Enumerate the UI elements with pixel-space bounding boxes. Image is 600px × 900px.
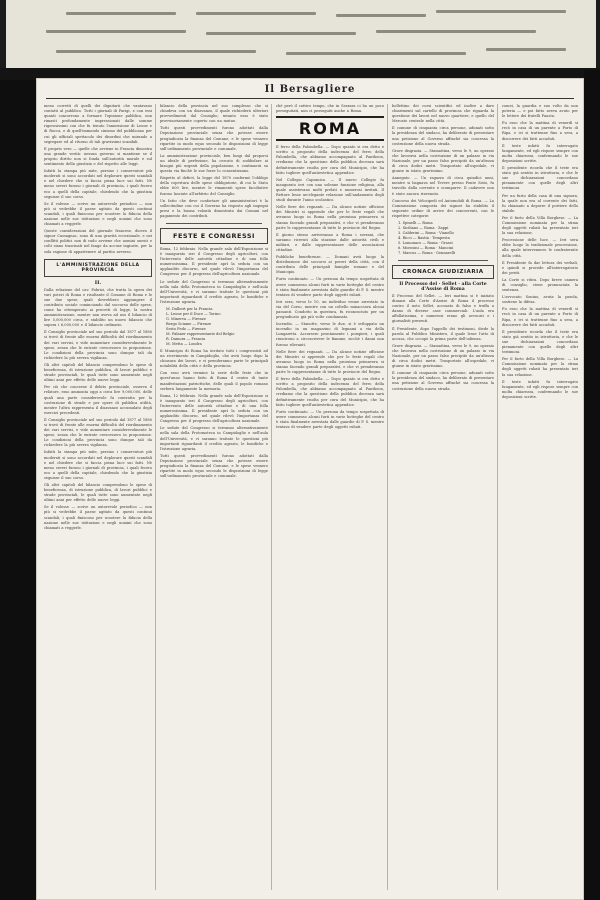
article-paragraph: Il Presidente fa dar lettura dei verbali, e quindi si procede all'interrogatorio dei periti. <box>502 260 578 275</box>
masthead: Il Bersagliere <box>264 84 356 95</box>
article-paragraph: Con esso avrà termine la serie delle feste che in quest'anno hanno fatto di Roma il centro di tante manifestazioni patriottiche, delle quali il popolo romano serberà lungamente la memoria. <box>160 371 268 391</box>
article-paragraph: Annegato. — Un ragazzo di circa quindici anni, mentre si bagnava nel Tevere presso Ponte Sisto, fu travolto dalla corrente e scomparve. Il cadavere non è stato ancora rinvenuto. <box>392 176 494 196</box>
list-item: 6. Morosini — Roma · Mancini <box>398 245 454 250</box>
article-paragraph: Un fatto che deve confortare gli amministratori è la sollecitudine con cui il Governo ha risposto agli impegni presi e la buona volontà dimostrata dai Comuni nel pagamento dei contributi. <box>160 198 268 218</box>
article-paragraph: comei, la guardia e suo volto da non poteria — e poi fatto aveva avuto per le lettere dei fratelli Fausta. <box>502 104 578 119</box>
list-item: Bergo Sciame — Firenze <box>166 322 212 326</box>
article-paragraph: Il teste infatti fu interrogato lungamente, ed egli rispose sempre con molta chiarezza, confermando le sue deposizioni scritte. <box>502 143 578 163</box>
column-separator <box>387 104 388 890</box>
list-item: 1. Spinelli — Roma <box>398 220 433 225</box>
article-paragraph: E proprio vero — quelle che avviene in Francia dimostra una grande verità: nessun governo si mantiene se il proprio diritto non si fonda sull'autorità morale e sul sentimento della giustizia e del rispetto alle leggi. <box>44 146 152 167</box>
article-paragraph: Per il furto della Villa Borghese. — La Commissione nominata per la stima degli oggetti rubati ha presentato ieri la sua relazione. <box>502 357 578 377</box>
article-paragraph: Furto continuato. — Un persona da tempo sospettata di avere commesso alcuni furti in varie botteghe del centro è stata finalmente arrestata dalle guardie di P. S. mentre tentava di vendere parte degli oggetti rubati. <box>276 409 384 429</box>
article-paragraph: Per ciò che concerne il debito provinciale, osserva il relatore, esso ammonta oggi a circa lire 9,000,000, delle quali una parte considerevole fu contratta per la costruzione di strade e per opere di pubblica utilità, mentre l'altra rappresenta il disavanzo accumulato degli esercizi precedenti. <box>44 385 152 415</box>
article-paragraph: Il ferro della Palombella. — Dopo quanto si era detto e scritto a proposito della indecenza del ferro della Palombella, che abbiamo accompagnato al Pantheon, crediamo che la questione della pubblica decenza sarà definitivamente risolta per cura del Municipio, che ha fatto togliere quell'antiestetica appendice. <box>276 377 384 407</box>
article-paragraph: Il comune di cinquanta circa persone, adunati sotto la presidenza del sindaco, ha deliberato di presentare una petizione al Governo affinchè sia concessa la costruzione della nuova strada. <box>392 371 494 391</box>
article-paragraph: Se il volesse — scrive un autorevole periodico — non più si vedrebbe il paese agitato da questi continui scandali, i quali finiscono per scuotere la fiducia della nazione nelle sue istituzioni e negli uomini che sono chiamati a reggerle. <box>44 201 152 227</box>
article-paragraph: Roma, 12 febbraio. Nella grande sala dell'Esposizione si è inaugurato ieri il Congresso degli agricoltori, con l'intervento delle autorità cittadine e di una folla numerosissima. Il presidente aprì la seduta con un applaudito discorso, nel quale rilevò l'importanza del Congresso per il progresso dell'agricoltura nazionale. <box>160 246 268 277</box>
article-paragraph: Infatti la stampa più mite, persino i conservatori più moderati si sono accordati nel deplorare questi scandali e nel chiedere che si faccia piena luce sui fatti. Nè meno severi furono i giornali di provincia, i quali fecero eco a quelli della capitale, chiedendo che la giustizia seguisse il suo corso. <box>44 450 152 480</box>
article-paragraph: Queste considerazioni del giornale francese, diceva il signor Cassagnac, sono di una gravità eccezionale, e nei conflitti politici non di rado avviene che uomini onesti e colti siano trascinati nel fango da accuse ingiuste, per la sola ragione di appartenere al partito avverso. <box>44 229 152 254</box>
article-paragraph: Nelle fiere dei regnanti. — Da alcune notizie officiose dei Ministri si apprende che per le feste regali che avranno luogo in Roma nella prossima primavera si stanno facendo grandi preparativi, e che vi prenderanno parte le rappresentanze di tutte le provincie del Regno. <box>276 205 384 230</box>
article-paragraph: Il giorno stesso arriveranno a Roma i sovrani, che saranno ricevuti alla stazione dalle autorità civili e militari, e dalle rappresentanze delle associazioni cittadine. <box>276 232 384 252</box>
article-paragraph: Grave disgrazia. — Stamattina, verso le 9, un operaio che lavorava nella costruzione di un palazzo in via Nazionale, per un passo falso precipitò da un'altezza di circa dodici metri. Trasportato all'ospedale, vi giunse in istato gravissimo. <box>392 148 494 174</box>
section-heading-feste: FESTE E CONGRESSI <box>160 228 268 244</box>
list-item: L. Leone per il Duce — Torino <box>166 312 221 316</box>
concorso-list <box>398 221 494 256</box>
article-paragraph: Infatti la stampa più mite, persino i conservatori più moderati si sono accordati nel deplorare questi scandali e nel chiedere che si faccia piena luce sui fatti. Nè meno severi furono i giornali di provincia, i quali fecero eco a quelli della capitale, chiedendo che la giustizia seguisse il suo corso. <box>44 169 152 199</box>
section-number: II. <box>94 279 102 286</box>
article-paragraph: meno corretti di quelli dei dignitarii che vantavano contatti al pubblico. Tutti i giornali di Parigi, e con essi quanti concorrono a formare l'opinione pubblica, non rimasti profondamente impressionati dalle somme rigorosissimi con che fu tenuto l'annessione di Leone e di Rocca, e di quell'immondo cinismo del pubblicano per cui gli ufficiali spettacolo dei disordini che mirando a segregare ed al ritorno di tali gravissimi scandali. <box>44 104 152 144</box>
newspaper-page <box>36 78 584 900</box>
list-item: 7. Marcus — Roma · Gennarelli <box>398 250 456 255</box>
article-paragraph: Il Consiglio provinciale nel suo periodo dal 1877 al 1880 si trovò di fronte alle enormi difficoltà del riordinamento dei vari servizi, e vide aumentare considerevolmente le spese, senza che le entrate crescessero in proporzione. Le condizioni della provincia sono dunque tali da richiedere la più severa vigilanza. <box>44 417 152 448</box>
article-paragraph: Le sedute del Congresso si terranno alternativamente nella sala della Protomoteca in Campidoglio e nell'aula dell'Università, e vi saranno trattate le questioni più importanti riguardanti il credito agrario, le bonifiche e l'istruzione agraria. <box>160 279 268 304</box>
article-paragraph: Furto continuato. — Un persona da tempo sospettata di avere commesso alcuni furti in varie botteghe del centro è stata finalmente arrestata dalle guardie di P. S. mentre tentava di vendere parte degli oggetti rubati. <box>276 277 384 297</box>
column-2 <box>160 104 268 890</box>
article-paragraph: Ieri sera, verso le 10, un individuo venne arrestato in via del Corso, mentre con un coltello minacciava alcuni passanti. Condotto in questura, fu riconosciuto per un pregiudicato già più volte condannato. <box>276 299 384 320</box>
column-1 <box>44 104 152 890</box>
list-item: 4. Ricci — Bastia · Tempesta <box>398 235 450 240</box>
list-item: M. Metta — Londra <box>166 342 202 346</box>
divider <box>166 223 262 224</box>
article-paragraph: Le sedute del Congresso si terranno alternativamente nella sala della Protomoteca in Campidoglio e nell'aula dell'Università, e vi saranno trattate le questioni più importanti riguardanti il credito agrario, le bonifiche e l'istruzione agraria. <box>160 426 268 451</box>
list-item: G. Minerva — Firenze <box>166 317 206 321</box>
divider <box>398 260 488 261</box>
article-paragraph: Grave disgrazia. — Stamattina, verso le 9, un operaio che lavorava nella costruzione di un palazzo in via Nazionale, per un passo falso precipitò da un'altezza di circa dodici metri. Trasportato all'ospedale, vi giunse in istato gravissimo. <box>392 343 494 369</box>
section-heading-cronaca: CRONACA GIUDIZIARIA <box>392 265 494 279</box>
article-paragraph: Dalla relazione del cav. Fabrizi, che tratta la opera dei vari poteri di Roma e risultante il Comune di Roma e le sue due spese, quali dovrebbero aggiungere il contributo sociale cominciando dal soccorso delle spese, come ha ottemperato ai precetti di legge, la nostra amministrazione, mentre non aveva ad uso il bilancio di lire 5,000,000 circa, e stabilito un nuovo bilancio che supera i 6,000,000 e il bilancio ordinario. <box>44 287 152 328</box>
article-paragraph: Il teste infatti fu interrogato lungamente, ed egli rispose sempre con molta chiarezza, confermando le sue deposizioni scritte. <box>502 379 578 399</box>
section-heading-amministrazione: L'AMMINISTRAZIONE DELLA PROVINCIA <box>44 259 152 277</box>
list-item: 2. Siciliano — Roma · Zappi <box>398 225 449 230</box>
article-paragraph: La Corte si ritira. Dopo breve camera di consiglio, viene pronunciata la sentenza. <box>502 277 578 293</box>
article-paragraph: Il ferro della Palombella. — Dopo quanto si era detto e scritto a proposito della indecenza del ferro della Palombella, che abbiamo accompagnato al Pantheon, crediamo che la questione della pubblica decenza sarà definitivamente risolta per cura del Municipio, che ha fatto togliere quell'antiestetica appendice. <box>276 145 384 175</box>
column-4 <box>392 104 494 890</box>
article-paragraph: bollettino dei corsi scientifici ed inoltre a dare chiarimenti sul cartello di provincia che riguarda la questione dei lavori nel nuovo quartiere, e quello del Mercato centrale nella città. <box>392 104 494 124</box>
column-separator <box>497 104 498 890</box>
section-heading-roma: ROMA <box>276 116 384 141</box>
list-item: 5. Lomonaco — Roma · Grassi <box>398 240 453 245</box>
list-item: R. Damora — Francia <box>166 337 206 341</box>
article-paragraph: L'avvocato Sonino, avuta la parola, sostiene la difesa. <box>502 295 578 305</box>
article-paragraph: Il Municipio di Roma ha invitato tutti i congressisti ad un ricevimento in Campidoglio, che avrà luogo dopo la chiusura dei lavori, e vi prenderanno parte le principali notabilità della città e della provincia. <box>160 349 268 369</box>
article-paragraph: Il Consiglio provinciale nel suo periodo dal 1877 al 1880 si trovò di fronte alle enormi difficoltà del riordinamento dei vari servizi, e vide aumentare considerevolmente le spese, senza che le entrate crescessero in proporzione. Le condizioni della provincia sono dunque tali da richiedere la più severa vigilanza. <box>44 330 152 360</box>
article-paragraph: Per un furto della casa di una signora, la quale non era al corrente dei fatti, fu chiamato a deporre il portiere dello stabile. <box>502 193 578 213</box>
article-paragraph: Fu esso che la mattina di venerdì si recò in casa di un parente a Porto di Ripa, e ivi si trattenne fino a sera, a discorrere dei fatti accaduti. <box>502 121 578 141</box>
article-paragraph: La amministrazione provinciale, ben lungi dal proporsi un ideale di perfezione, ha cercato di soddisfare ai bisogni più urgenti della popolazione, e continuerà su questa via finchè le sue forze lo consentiranno. <box>160 153 268 174</box>
article-paragraph: Roma, 12 febbraio. Nella grande sala dell'Esposizione si è inaugurato ieri il Congresso degli agricoltori, con l'intervento delle autorità cittadine e di una folla numerosissima. Il presidente aprì la seduta con un applaudito discorso, nel quale rilevò l'importanza del Congresso per il progresso dell'agricoltura nazionale. <box>160 393 268 424</box>
article-paragraph: Nelle fiere dei regnanti. — Da alcune notizie officiose dei Ministri si apprende che per le feste regali che avranno luogo in Roma nella prossima primavera si stanno facendo grandi preparativi, e che vi prenderanno parte le rappresentanze di tutte le provincie del Regno. <box>276 349 384 375</box>
article-paragraph: Tutti questi provvedimenti furono adottati dalla Deputazione provinciale senza che potesse essere pregiudicata la finanza del Comune, e le spese vennero ripartite in modo equo secondo le disposizioni di legge sull'ordinamento provinciale e comunale. <box>160 126 268 151</box>
article-paragraph: Il presidente ricorda che il teste era stato già sentito in istruttoria, e che le sue dichiarazioni concordano pienamente con quelle degli altri testimoni. <box>502 329 578 355</box>
page-edge <box>584 70 600 900</box>
article-paragraph: Gli altri capitoli del bilancio comprendono le spese di beneficenza, di istruzione pubblica, di lavori pubblici e strade provinciali, le quali tutte sono aumentate negli ultimi anni per effetto delle nuove leggi. <box>44 362 152 383</box>
delegates-list <box>166 307 268 347</box>
article-subheading: Il Processo del · Sellet · alla Corte d'Assise di Roma <box>399 281 487 292</box>
list-item: 3. Calderini — Roma · Vianello <box>398 230 454 235</box>
article-paragraph: Processione delle luce. — Ieri sera ebbe luogo la tradizionale processione, alla quale intervennero le confraternite della città. <box>502 238 578 258</box>
article-paragraph: Concorso dei Velocipedi ed Automobili di Roma. — La Commissione composta dei signori ha stabilito il seguente ordine di arrivo dei concorrenti, con le rispettive categorie: <box>392 198 494 218</box>
article-paragraph: Il Presidente, dopo l'appello dei testimoni, diede la parola al Pubblico Ministero, il quale lesse l'atto di accusa, che occupò la prima parte dell'udienza. <box>392 326 494 341</box>
article-paragraph: Fu esso che la mattina di venerdì si recò in casa di un parente a Porto di Ripa, e ivi si trattenne fino a sera, a discorrere dei fatti accaduti. <box>502 307 578 327</box>
article-paragraph: Il Processo del Sellet. — Ieri mattina si è iniziato dinanzi alla Corte d'Assise di Roma il processo contro il noto Sellet, accusato di falso e truffa a danno di diverse case commerciali. L'aula era affollatissima, e numerosi erano gli avvocati e i giornalisti presenti. <box>392 293 494 324</box>
article-paragraph: bilancio della provincia nel suo complesso che si chiudeva con un disavanzo, il quale richiederà ulteriori provvedimenti dal Consiglio; intanto esso è stato provvisoriamente coperto con un mutuo. <box>160 104 268 124</box>
list-item: M. Dalbert per la Francia <box>166 307 213 311</box>
article-paragraph: Pubbliche beneficenze. — Domani avrà luogo la distribuzione dei soccorsi ai poveri della città, con il contributo delle principali famiglie romane e del Municipio. <box>276 255 384 275</box>
article-paragraph: Tutti questi provvedimenti furono adottati dalla Deputazione provinciale senza che potesse essere pregiudicata la finanza del Comune, e le spese vennero ripartite in modo equo secondo le disposizioni di legge sull'ordinamento provinciale e comunale. <box>160 453 268 479</box>
article-paragraph: chè però il cattivo tempo, che in Sezzara ci ha un poco perseguitati, non ci perseguiti anche a Roma. <box>276 104 384 114</box>
list-item: M. Palaner rappresentante del Belgio <box>166 332 235 336</box>
article-paragraph: Gli altri capitoli del bilancio comprendono le spese di beneficenza, di istruzione pubblica, di lavori pubblici e strade provinciali, le quali tutte sono aumentate negli ultimi anni per effetto delle nuove leggi. <box>44 483 152 503</box>
article-paragraph: Nel Collegio Capranica. — Il nuovo Collegio fu inaugurato ieri con una solenne funzione religiosa, alla quale assistevano molti prelati e numerosi invitati. Il Rettore lesse un'elegante relazione sull'andamento degli studi durante l'anno scolastico. <box>276 177 384 203</box>
article-paragraph: Per il furto della Villa Borghese. — La Commissione nominata per la stima degli oggetti rubati ha presentato ieri la sua relazione. <box>502 215 578 236</box>
column-separator <box>155 104 156 890</box>
article-paragraph: Incendio. — Stanotte, verso le due, si è sviluppato un incendio in un magazzino di legnami a via della Lungaretta. Accorsero prontamente i pompieri, i quali riuscirono a circoscrivere le fiamme, sicchè i danni non furono rilevanti. <box>276 322 384 347</box>
column-3 <box>276 104 384 890</box>
previous-page-fragment <box>6 0 596 68</box>
article-paragraph: Se il volesse — scrive un autorevole periodico — non più si vedrebbe il paese agitato da questi continui scandali, i quali finiscono per scuotere la fiducia della nazione nelle sue istituzioni e negli uomini che sono chiamati a reggerle. <box>44 505 152 530</box>
list-item: Sesto Fedo — Firenze <box>166 327 206 331</box>
column-5 <box>502 104 578 890</box>
article-paragraph: Rispetto al deficit, la legge del 1870 confermò l'obbligo della copertura delle spese obbligatorie, di cui lo Stato ebbe 600 lire, mentre le rimanenti spese facoltative furono lasciate all'arbitrio del Consiglio. <box>160 176 268 196</box>
column-separator <box>271 104 272 890</box>
article-paragraph: Il presidente ricorda che il teste era stato già sentito in istruttoria, e che le sue dichiarazioni concordano pienamente con quelle degli altri testimoni. <box>502 166 578 191</box>
page-spine <box>0 80 36 900</box>
article-paragraph: Il comune di cinquanta circa persone, adunati sotto la presidenza del sindaco, ha deliberato di presentare una petizione al Governo affinchè sia concessa la costruzione della nuova strada. <box>392 126 494 146</box>
masthead-rule <box>46 98 574 99</box>
